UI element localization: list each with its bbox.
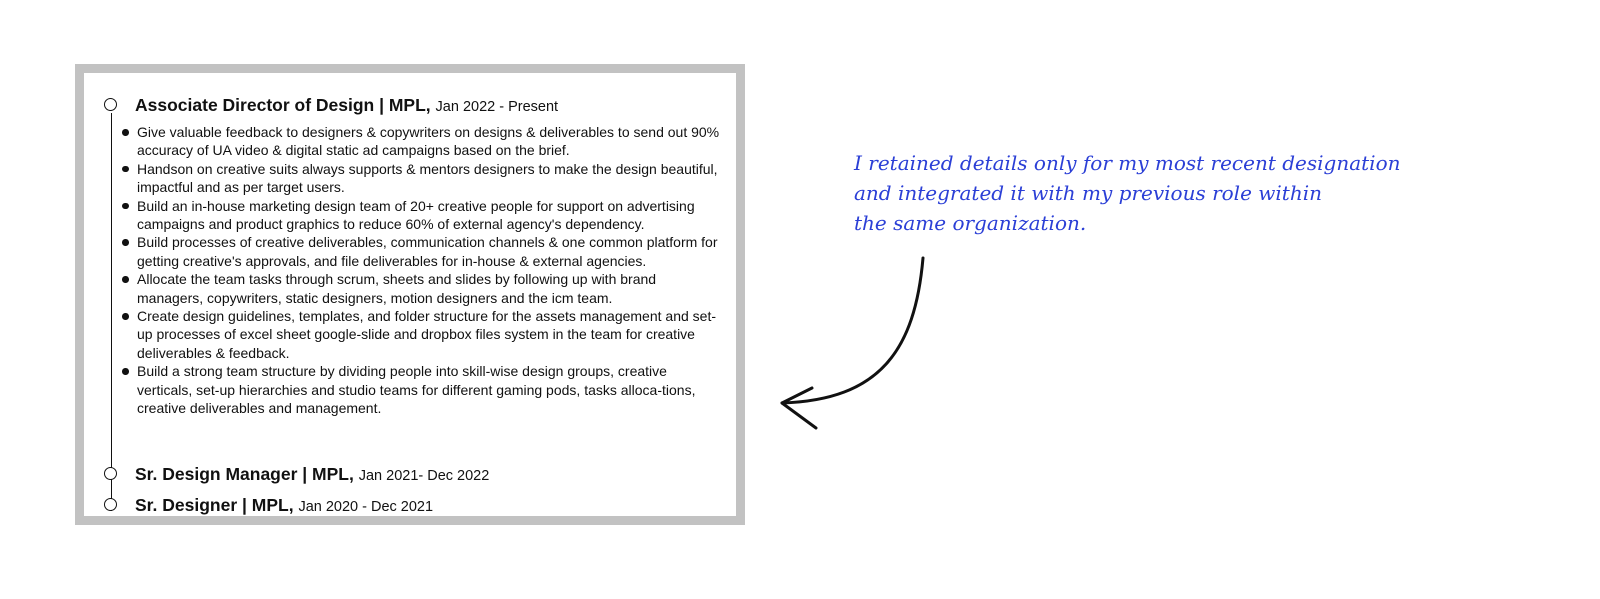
arrow-head — [782, 388, 816, 428]
responsibility-item: Allocate the team tasks through scrum, sheets and slides by following up with brand managers, copywriters, static designers, motion designers and the icm team. — [122, 270, 722, 307]
responsibility-item: Handson on creative suits always supports & mentors designers to make the design beautiful, impactful and as per target users. — [122, 160, 722, 197]
responsibility-item: Build a strong team structure by dividing people into skill-wise design groups, creative verticals, set-up hierarchies and studio teams for different gaming pods, tasks alloca-tions, creative deliverables and management. — [122, 362, 722, 417]
current-role-title: Associate Director of Design | MPL, — [135, 95, 431, 115]
responsibility-item: Build processes of creative deliverables, communication channels & one common platform for getting creative's approvals, and file deliverables for in-house & external agencies. — [122, 233, 722, 270]
responsibility-list — [122, 123, 722, 418]
timeline-node-previous-1 — [104, 467, 117, 480]
previous-role-title: Sr. Design Manager | MPL, — [135, 464, 354, 484]
responsibility-item: Build an in-house marketing design team of 20+ creative people for support on advertising campaigns and product graphics to reduce 60% of external agency's dependency. — [122, 197, 722, 234]
responsibility-item: Give valuable feedback to designers & copywriters on designs & deliverables to send out 90% accuracy of UA video & digital static ad campaigns based on the brief. — [122, 123, 722, 160]
annotation-line: and integrated it with my previous role within — [854, 181, 1322, 205]
annotation-note — [854, 148, 1494, 238]
timeline-node-current — [104, 98, 117, 111]
timeline-node-previous-2 — [104, 498, 117, 511]
annotation-line: the same organization. — [854, 211, 1087, 235]
responsibility-item: Create design guidelines, templates, and folder structure for the assets management and set-up processes of excel sheet google-slide and dropbox files system in the team for creative deliverables & feedback. — [122, 307, 722, 362]
previous-role-title: Sr. Designer | MPL, — [135, 495, 294, 515]
previous-role-heading — [135, 464, 489, 486]
previous-role-dates: Jan 2020 - Dec 2021 — [298, 499, 434, 515]
arrow-shaft — [782, 258, 923, 403]
previous-role-dates: Jan 2021- Dec 2022 — [358, 468, 490, 484]
current-role-heading — [135, 95, 558, 117]
current-role-dates: Jan 2022 - Present — [435, 99, 559, 115]
timeline-line — [111, 113, 112, 511]
resume-excerpt-frame — [75, 64, 745, 525]
resume-excerpt — [84, 73, 736, 516]
previous-role-heading — [135, 495, 433, 517]
annotation-line: I retained details only for my most recent designation — [854, 151, 1401, 175]
